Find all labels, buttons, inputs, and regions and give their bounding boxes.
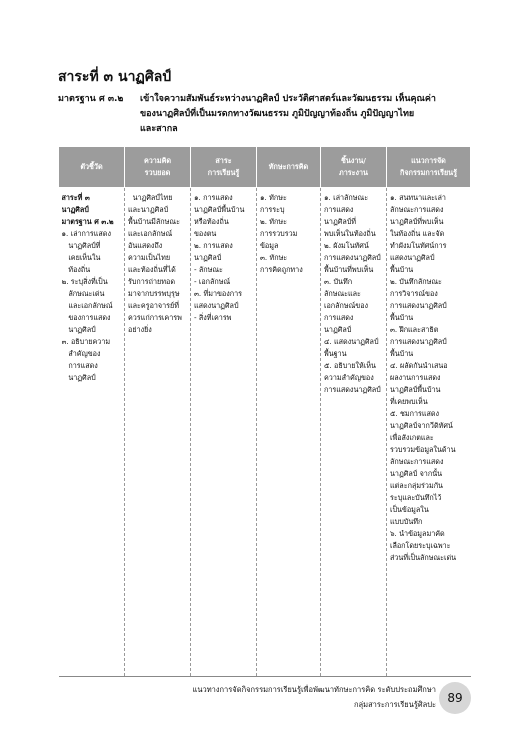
cell-line: ๑. เล่าลักษณะ	[324, 193, 369, 202]
cell-line: ๒. ผังมโนทัศน์	[324, 241, 369, 250]
table-row	[59, 188, 471, 677]
cell-line: ๒. การแสดง	[194, 241, 233, 250]
cell-line: ๓. อธิบายความ	[61, 337, 111, 346]
cell-line: ๒. ระบุสิ่งที่เป็น	[61, 277, 108, 286]
cell-line: - สิ่งที่เคารพ	[194, 313, 232, 322]
cell-line: อันแสดงถึง	[128, 241, 163, 250]
cell-line: พื้นบ้านมีลักษณะ	[128, 217, 180, 226]
cell-line: นาฏศิลป์พื้นบ้าน	[194, 205, 245, 214]
cell-line: การแสดง	[324, 205, 354, 214]
cell-line: ของการแสดง	[61, 313, 111, 322]
cell-line: แสดงนาฏศิลป์	[390, 253, 435, 262]
cell-line: ในท้องถิ่น และจัด	[390, 229, 445, 238]
cell-line: พื้นบ้านที่พบเห็น	[324, 265, 374, 274]
cell-line: ทำผังมโนทัศน์การ	[390, 241, 447, 250]
standard-block	[58, 92, 470, 137]
cell-line: ๕. ชมการแสดง	[390, 409, 440, 418]
cell-line: สาระที่ ๓	[61, 193, 90, 202]
section-heading: สาระที่ ๓ นาฏศิลป์	[58, 69, 172, 85]
column-header-line: ชิ้นงาน/	[341, 156, 366, 165]
cell-line: นาฏศิลป์ จากนั้น	[390, 469, 443, 478]
cell-line: นาฏศิลป์ไทย	[128, 193, 173, 202]
cell-line: นาฏศิลป์พื้นบ้าน	[390, 385, 441, 394]
cell-line: เป็นข้อมูลใน	[390, 505, 429, 514]
cell-line: สำคัญของ	[61, 349, 101, 358]
standard-line: ของนาฏศิลป์ที่เป็นมรดกทางวัฒนธรรม ภูมิปัญญาท้องถิ่น ภูมิปัญญาไทย	[140, 109, 415, 119]
cell-line: ส่วนที่เป็นลักษณะเด่น	[390, 553, 457, 562]
cell-line: ของตน	[194, 229, 217, 238]
cell-line: ๑. การแสดง	[194, 193, 233, 202]
standard-line: และสากล	[140, 124, 178, 134]
cell-line: พื้นบ้าน	[390, 349, 414, 358]
footer-title: แนวทางการจัดกิจกรรมการเรียนรู้เพื่อพัฒนาทักษะการคิด ระดับประถมศึกษา	[192, 685, 436, 694]
column-header-line: ตัวชี้วัด	[80, 162, 103, 171]
cell-line: ลักษณะเด่น	[61, 289, 105, 298]
cell-line: นาฏศิลป์จากวีดิทัศน์	[390, 421, 453, 430]
cell-line: ผลงานการแสดง	[390, 373, 441, 382]
table-cell	[191, 188, 257, 677]
cell-line: ที่เคยพบเห็น	[390, 397, 428, 406]
cell-line: การแสดงนาฏศิลป์	[324, 253, 381, 262]
cell-line: นาฏศิลป์	[324, 325, 352, 334]
cell-line: ลักษณะการแสดง	[390, 457, 444, 466]
cell-line: และครูอาจารย์ที่	[128, 301, 179, 310]
cell-line: นาฏศิลป์	[194, 253, 222, 262]
column-header-line: รวบยอด	[144, 168, 171, 177]
column-header-line: กิจกรรมการเรียนรู้	[400, 168, 457, 177]
table-cell	[387, 188, 471, 677]
standard-code: มาตรฐาน ศ ๓.๒	[58, 94, 124, 104]
table-cell	[257, 188, 321, 677]
cell-line: นาฏศิลป์ที่	[61, 241, 101, 250]
cell-line: การแสดง	[324, 313, 354, 322]
cell-line: ๔. ผลัดกันนำเสนอ	[390, 361, 448, 370]
column-header-line: แนวการจัด	[411, 156, 446, 165]
cell-line: และเอกลักษณ์	[61, 301, 113, 310]
cell-line: พบเห็นในท้องถิ่น	[324, 229, 376, 238]
cell-line: ๓. บันทึก	[324, 277, 353, 286]
column-header	[191, 147, 257, 188]
cell-line: ความเป็นไทย	[128, 253, 171, 262]
cell-line: แต่ละกลุ่มร่วมกัน	[390, 481, 443, 490]
cell-line: การแสดงนาฏศิลป์	[390, 301, 447, 310]
cell-line: มาตรฐาน ศ ๓.๒	[61, 217, 114, 226]
column-header-line: ภาระงาน	[339, 168, 368, 177]
cell-line: การแสดงนาฏศิลป์	[390, 337, 447, 346]
cell-line: เพื่อสังเกตและ	[390, 433, 434, 442]
cell-line: การระบุ	[260, 205, 285, 214]
cell-line: ๒. บันทึกลักษณะ	[390, 277, 442, 286]
cell-line: ๔. แสดงนาฏศิลป์	[324, 337, 379, 346]
column-header-line: การเรียนรู้	[207, 168, 240, 177]
cell-line: ข้อมูล	[260, 241, 279, 250]
cell-line: นาฏศิลป์	[61, 325, 96, 334]
cell-line: การรวบรวม	[260, 229, 298, 238]
column-header	[387, 147, 471, 188]
cell-line: ท้องถิ่น	[61, 265, 91, 274]
cell-line: พื้นบ้าน	[390, 313, 414, 322]
cell-line: การวิจารณ์ของ	[390, 289, 438, 298]
column-header	[125, 147, 191, 188]
column-header-line: สาระ	[215, 156, 232, 165]
cell-line: และนาฏศิลป์	[128, 205, 169, 214]
cell-line: แบบบันทึก	[390, 517, 423, 526]
cell-line: เอกลักษณ์ของ	[324, 301, 369, 310]
cell-line: - เอกลักษณ์	[194, 277, 231, 286]
page-number: 89	[439, 682, 471, 714]
cell-line: ลักษณะและ	[324, 289, 361, 298]
table-cell	[321, 188, 387, 677]
cell-line: อย่างยิ่ง	[128, 325, 152, 334]
cell-line: ๑. เล่าการแสดง	[61, 229, 111, 238]
cell-line: รวบรวมข้อมูลในด้าน	[390, 445, 456, 454]
cell-line: พื้นบ้าน	[390, 265, 414, 274]
cell-line: หรือท้องถิ่น	[194, 217, 229, 226]
cell-line: รับการถ่ายทอด	[128, 277, 175, 286]
footer-subject: กลุ่มสาระการเรียนรู้ศิลปะ	[354, 700, 436, 709]
cell-line: แสดงนาฏศิลป์	[194, 301, 239, 310]
cell-line: เคยเห็นใน	[61, 253, 101, 262]
cell-line: ๕. อธิบายให้เห็น	[324, 361, 376, 370]
cell-line: ระบุและบันทึกไว้	[390, 493, 442, 502]
column-header	[59, 147, 125, 188]
cell-line: ความสำคัญของ	[324, 373, 374, 382]
cell-line: และเอกลักษณ์	[128, 229, 173, 238]
cell-line: เลือกโดยระบุเฉพาะ	[390, 541, 451, 550]
column-header	[321, 147, 387, 188]
cell-line: การแสดง	[61, 361, 98, 370]
curriculum-table	[58, 146, 471, 677]
column-header	[257, 147, 321, 188]
cell-line: ๓. ฝึกและสาธิต	[390, 325, 439, 334]
cell-line: ๑. ทักษะ	[260, 193, 287, 202]
standard-text	[140, 92, 470, 137]
cell-line: พื้นฐาน	[324, 349, 347, 358]
cell-line: ควรแก่การเคารพ	[128, 313, 182, 322]
cell-line: นาฏศิลป์ที่พบเห็น	[390, 217, 444, 226]
cell-line: ๓. ที่มาของการ	[194, 289, 242, 298]
table-cell	[125, 188, 191, 677]
cell-line: นาฏศิลป์	[61, 205, 89, 214]
table-header-row	[59, 147, 471, 188]
cell-line: นาฏศิลป์	[61, 373, 96, 382]
cell-line: มาจากบรรพบุรุษ	[128, 289, 180, 298]
column-header-line: ความคิด	[143, 156, 172, 165]
table-cell	[59, 188, 125, 677]
cell-line: ลักษณะการแสดง	[390, 205, 444, 214]
cell-line: ๑. สนทนาและเล่า	[390, 193, 446, 202]
cell-line: การแสดงนาฏศิลป์	[324, 385, 381, 394]
cell-line: การคิดถูกทาง	[260, 265, 303, 274]
cell-line: ๓. ทักษะ	[260, 253, 288, 262]
column-header-line: ทักษะการคิด	[268, 162, 309, 171]
standard-line: เข้าใจความสัมพันธ์ระหว่างนาฏศิลป์ ประวัติศาสตร์และวัฒนธรรม เห็นคุณค่า	[140, 94, 436, 104]
cell-line: และท้องถิ่นที่ได้	[128, 265, 176, 274]
cell-line: นาฏศิลป์ที่	[324, 217, 357, 226]
cell-line: ๒. ทักษะ	[260, 217, 287, 226]
cell-line: ๖. นำข้อมูลมาคัด	[390, 529, 445, 538]
cell-line: - ลักษณะ	[194, 265, 223, 274]
